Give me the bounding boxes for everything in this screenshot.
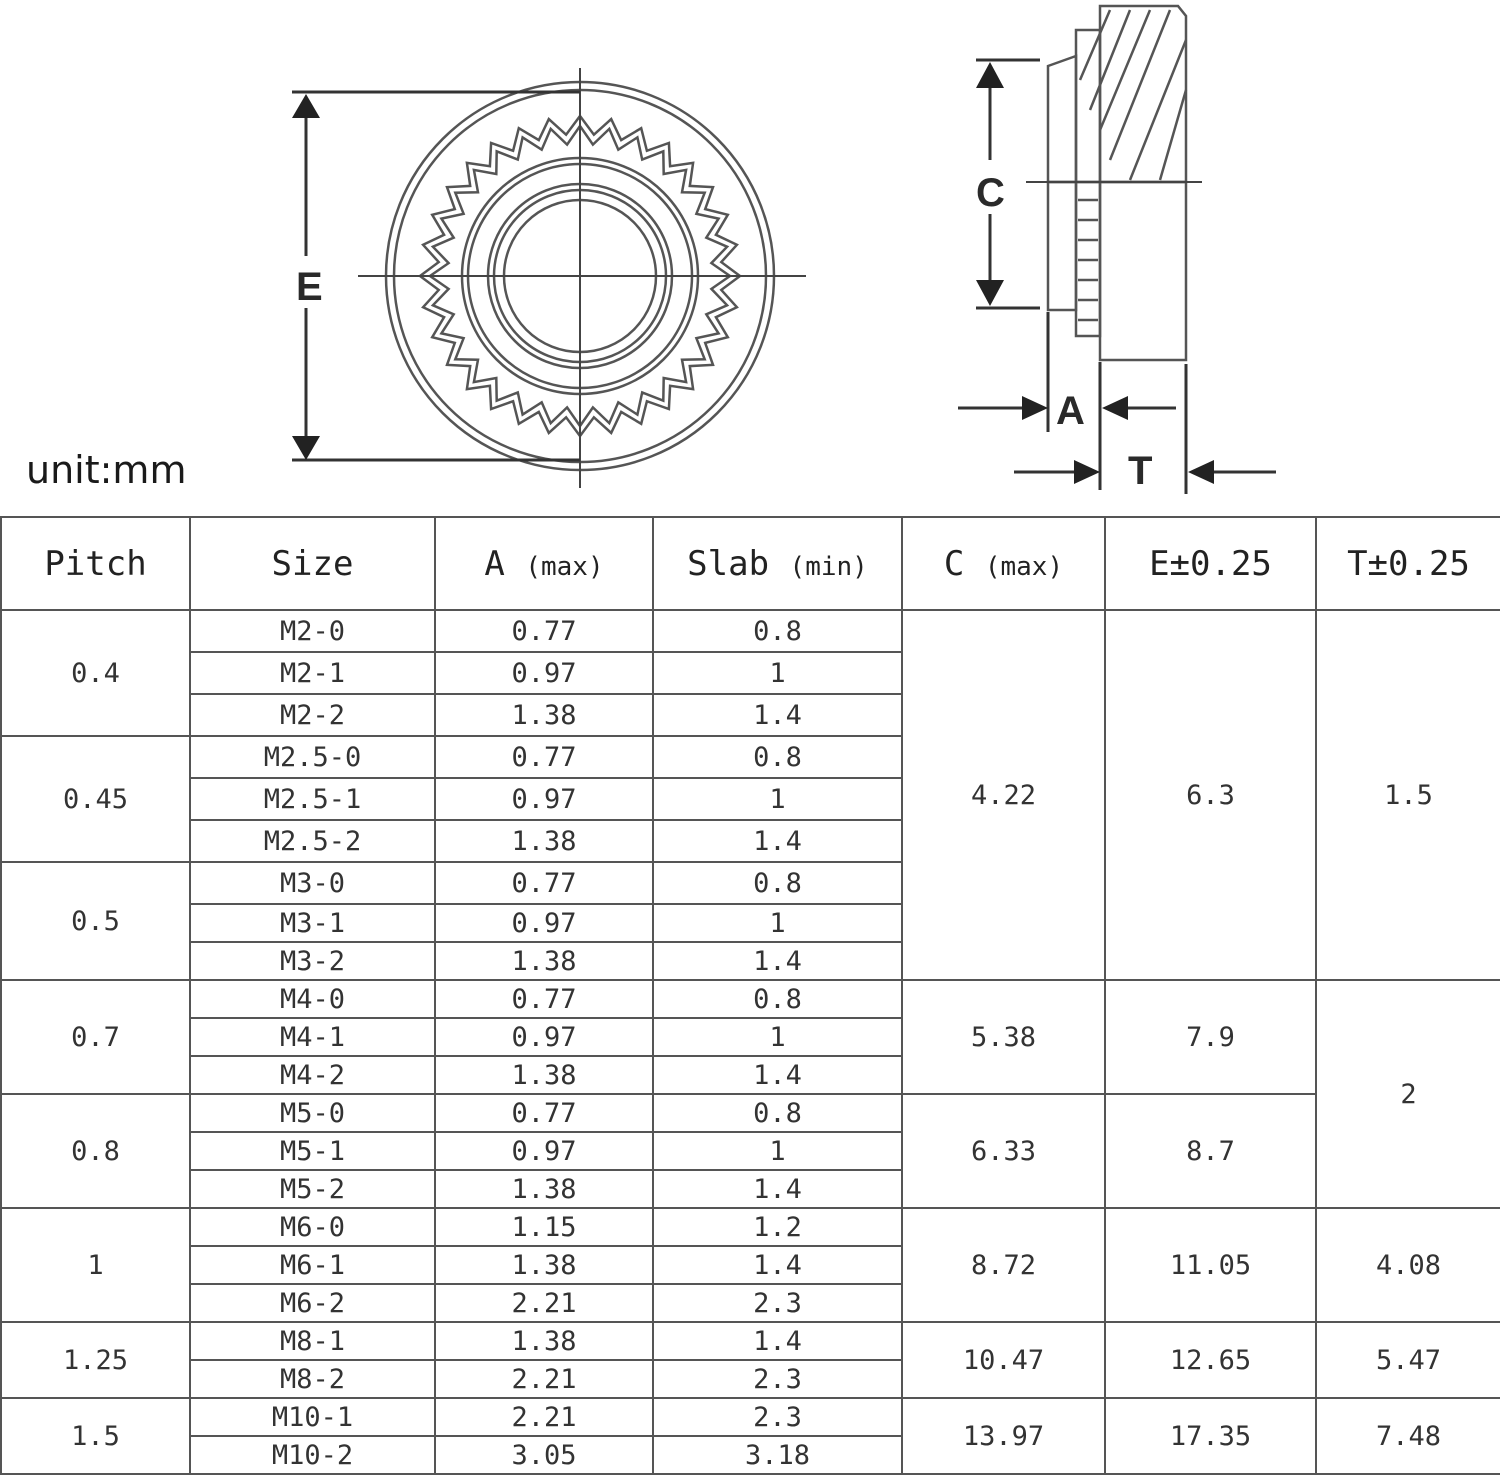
header-pitch: Pitch bbox=[1, 517, 190, 610]
t-cell: 1.5 bbox=[1316, 610, 1500, 980]
a-max-cell: 0.77 bbox=[435, 980, 653, 1018]
e-cell: 12.65 bbox=[1105, 1322, 1316, 1398]
size-cell: M2.5-2 bbox=[190, 820, 435, 862]
a-max-cell: 2.21 bbox=[435, 1398, 653, 1436]
size-cell: M8-1 bbox=[190, 1322, 435, 1360]
size-cell: M3-2 bbox=[190, 942, 435, 980]
header-slab: Slab (min) bbox=[653, 517, 902, 610]
a-max-cell: 0.97 bbox=[435, 1018, 653, 1056]
e-cell: 11.05 bbox=[1105, 1208, 1316, 1322]
a-max-cell: 1.38 bbox=[435, 1246, 653, 1284]
t-cell: 5.47 bbox=[1316, 1322, 1500, 1398]
pitch-cell: 0.7 bbox=[1, 980, 190, 1094]
front-view bbox=[292, 68, 806, 488]
a-max-cell: 1.38 bbox=[435, 1056, 653, 1094]
e-cell: 7.9 bbox=[1105, 980, 1316, 1094]
table-row bbox=[1, 1322, 1500, 1360]
header-c: C (max) bbox=[902, 517, 1105, 610]
pitch-cell: 0.4 bbox=[1, 610, 190, 736]
a-max-cell: 1.38 bbox=[435, 1322, 653, 1360]
slab-min-cell: 0.8 bbox=[653, 610, 902, 652]
size-cell: M6-1 bbox=[190, 1246, 435, 1284]
header-row bbox=[1, 517, 1500, 610]
header-size: Size bbox=[190, 517, 435, 610]
spec-body bbox=[1, 610, 1500, 1474]
dimension-t bbox=[1014, 364, 1276, 494]
a-max-cell: 0.77 bbox=[435, 1094, 653, 1132]
size-cell: M5-2 bbox=[190, 1170, 435, 1208]
spec-table bbox=[0, 516, 1500, 1475]
dim-t-label: T bbox=[1128, 449, 1153, 493]
slab-min-cell: 0.8 bbox=[653, 1094, 902, 1132]
a-max-cell: 0.77 bbox=[435, 736, 653, 778]
table-row bbox=[1, 1208, 1500, 1246]
slab-min-cell: 3.18 bbox=[653, 1436, 902, 1474]
dimension-c bbox=[976, 60, 1040, 308]
slab-min-cell: 1.4 bbox=[653, 694, 902, 736]
a-max-cell: 1.38 bbox=[435, 820, 653, 862]
pitch-cell: 0.5 bbox=[1, 862, 190, 980]
a-max-cell: 2.21 bbox=[435, 1360, 653, 1398]
slab-min-cell: 1 bbox=[653, 1018, 902, 1056]
size-cell: M10-2 bbox=[190, 1436, 435, 1474]
header-e: E±0.25 bbox=[1105, 517, 1316, 610]
header-t: T±0.25 bbox=[1316, 517, 1500, 610]
size-cell: M4-1 bbox=[190, 1018, 435, 1056]
size-cell: M4-2 bbox=[190, 1056, 435, 1094]
size-cell: M3-1 bbox=[190, 904, 435, 942]
slab-min-cell: 0.8 bbox=[653, 862, 902, 904]
slab-min-cell: 0.8 bbox=[653, 980, 902, 1018]
pitch-cell: 1.25 bbox=[1, 1322, 190, 1398]
size-cell: M4-0 bbox=[190, 980, 435, 1018]
c-max-cell: 6.33 bbox=[902, 1094, 1105, 1208]
size-cell: M2-0 bbox=[190, 610, 435, 652]
a-max-cell: 1.15 bbox=[435, 1208, 653, 1246]
a-max-cell: 3.05 bbox=[435, 1436, 653, 1474]
size-cell: M3-0 bbox=[190, 862, 435, 904]
e-cell: 8.7 bbox=[1105, 1094, 1316, 1208]
size-cell: M2.5-1 bbox=[190, 778, 435, 820]
pitch-cell: 0.45 bbox=[1, 736, 190, 862]
pitch-cell: 1.5 bbox=[1, 1398, 190, 1474]
size-cell: M2-2 bbox=[190, 694, 435, 736]
size-cell: M5-1 bbox=[190, 1132, 435, 1170]
dim-e-label: E bbox=[296, 265, 323, 309]
c-max-cell: 13.97 bbox=[902, 1398, 1105, 1474]
slab-min-cell: 1 bbox=[653, 652, 902, 694]
pitch-cell: 0.8 bbox=[1, 1094, 190, 1208]
size-cell: M6-0 bbox=[190, 1208, 435, 1246]
a-max-cell: 0.97 bbox=[435, 778, 653, 820]
slab-min-cell: 1 bbox=[653, 778, 902, 820]
dim-c-label: C bbox=[976, 171, 1005, 215]
table-row bbox=[1, 1094, 1500, 1132]
unit-label: unit:mm bbox=[26, 448, 187, 492]
slab-min-cell: 1.4 bbox=[653, 942, 902, 980]
a-max-cell: 1.38 bbox=[435, 694, 653, 736]
dim-a-label: A bbox=[1056, 389, 1085, 433]
slab-min-cell: 0.8 bbox=[653, 736, 902, 778]
c-max-cell: 8.72 bbox=[902, 1208, 1105, 1322]
table-row bbox=[1, 610, 1500, 652]
size-cell: M5-0 bbox=[190, 1094, 435, 1132]
slab-min-cell: 1.4 bbox=[653, 1246, 902, 1284]
pitch-cell: 1 bbox=[1, 1208, 190, 1322]
slab-min-cell: 1.4 bbox=[653, 1056, 902, 1094]
slab-min-cell: 1 bbox=[653, 904, 902, 942]
slab-min-cell: 1 bbox=[653, 1132, 902, 1170]
a-max-cell: 0.97 bbox=[435, 904, 653, 942]
table-row bbox=[1, 1398, 1500, 1436]
size-cell: M8-2 bbox=[190, 1360, 435, 1398]
side-view bbox=[1026, 6, 1202, 360]
nut-drawing bbox=[0, 0, 1500, 512]
t-cell: 4.08 bbox=[1316, 1208, 1500, 1322]
c-max-cell: 5.38 bbox=[902, 980, 1105, 1094]
dimension-e bbox=[292, 94, 323, 460]
slab-min-cell: 2.3 bbox=[653, 1398, 902, 1436]
header-a: A (max) bbox=[435, 517, 653, 610]
slab-min-cell: 1.4 bbox=[653, 820, 902, 862]
c-max-cell: 10.47 bbox=[902, 1322, 1105, 1398]
t-cell: 7.48 bbox=[1316, 1398, 1500, 1474]
table-row bbox=[1, 980, 1500, 1018]
slab-min-cell: 2.3 bbox=[653, 1360, 902, 1398]
a-max-cell: 1.38 bbox=[435, 1170, 653, 1208]
size-cell: M2-1 bbox=[190, 652, 435, 694]
slab-min-cell: 1.4 bbox=[653, 1170, 902, 1208]
e-cell: 17.35 bbox=[1105, 1398, 1316, 1474]
size-cell: M10-1 bbox=[190, 1398, 435, 1436]
slab-min-cell: 2.3 bbox=[653, 1284, 902, 1322]
a-max-cell: 2.21 bbox=[435, 1284, 653, 1322]
size-cell: M6-2 bbox=[190, 1284, 435, 1322]
a-max-cell: 0.97 bbox=[435, 1132, 653, 1170]
slab-min-cell: 1.4 bbox=[653, 1322, 902, 1360]
t-cell: 2 bbox=[1316, 980, 1500, 1208]
c-max-cell: 4.22 bbox=[902, 610, 1105, 980]
a-max-cell: 1.38 bbox=[435, 942, 653, 980]
a-max-cell: 0.97 bbox=[435, 652, 653, 694]
a-max-cell: 0.77 bbox=[435, 610, 653, 652]
a-max-cell: 0.77 bbox=[435, 862, 653, 904]
e-cell: 6.3 bbox=[1105, 610, 1316, 980]
slab-min-cell: 1.2 bbox=[653, 1208, 902, 1246]
size-cell: M2.5-0 bbox=[190, 736, 435, 778]
